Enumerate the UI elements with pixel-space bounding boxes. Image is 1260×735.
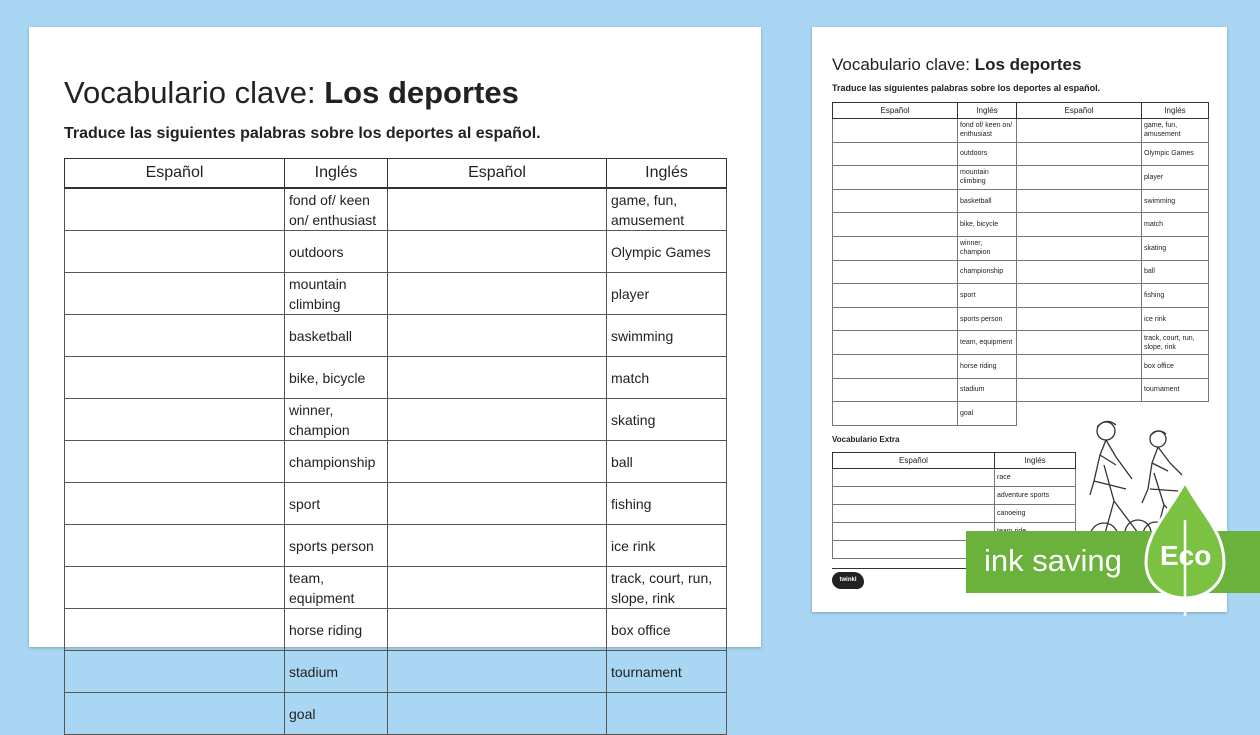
spanish-answer-cell[interactable] <box>65 651 285 693</box>
spanish-answer-cell[interactable] <box>833 284 958 308</box>
spanish-answer-cell[interactable] <box>388 651 607 693</box>
table-row <box>65 273 727 315</box>
header-ingles: Inglés <box>958 103 1017 119</box>
spanish-answer-cell[interactable] <box>65 315 285 357</box>
spanish-answer-cell[interactable] <box>833 402 958 426</box>
table-row <box>833 260 1209 284</box>
english-word-cell: stadium <box>958 378 1017 402</box>
header-espanol: Español <box>388 159 607 189</box>
spanish-answer-cell[interactable] <box>1017 354 1142 378</box>
english-word-cell: player <box>1142 166 1209 190</box>
spanish-answer-cell[interactable] <box>1017 119 1142 143</box>
english-word-cell: tournament <box>607 651 727 693</box>
english-word-cell: ice rink <box>607 525 727 567</box>
spanish-answer-cell[interactable] <box>1017 189 1142 213</box>
table-row <box>833 378 1209 402</box>
spanish-answer-cell[interactable] <box>388 441 607 483</box>
english-word-cell: game, fun, amusement <box>1142 119 1209 143</box>
english-word-cell: skating <box>1142 236 1209 260</box>
english-word-cell: stadium <box>285 651 388 693</box>
empty-cell <box>607 693 727 735</box>
english-word-cell: team, equipment <box>285 567 388 609</box>
english-word-cell: box office <box>607 609 727 651</box>
english-word-cell: player <box>607 273 727 315</box>
table-row <box>833 284 1209 308</box>
spanish-answer-cell[interactable] <box>1017 331 1142 355</box>
spanish-answer-cell[interactable] <box>833 505 995 523</box>
spanish-answer-cell[interactable] <box>65 609 285 651</box>
spanish-answer-cell[interactable] <box>65 567 285 609</box>
table-row <box>833 331 1209 355</box>
spanish-answer-cell[interactable] <box>833 469 995 487</box>
english-word-cell: goal <box>285 693 388 735</box>
table-row <box>65 357 727 399</box>
extra-vocabulary-title: Vocabulario Extra <box>832 435 900 444</box>
spanish-answer-cell[interactable] <box>1017 236 1142 260</box>
table-row <box>833 166 1209 190</box>
table-row <box>833 142 1209 166</box>
spanish-answer-cell[interactable] <box>65 693 285 735</box>
table-row <box>833 189 1209 213</box>
table-row <box>833 505 1076 523</box>
table-row <box>65 609 727 651</box>
spanish-answer-cell[interactable] <box>1017 284 1142 308</box>
header-espanol: Español <box>1017 103 1142 119</box>
spanish-answer-cell[interactable] <box>1017 378 1142 402</box>
spanish-answer-cell[interactable] <box>1017 166 1142 190</box>
spanish-answer-cell[interactable] <box>65 273 285 315</box>
table-row <box>65 441 727 483</box>
english-word-cell: fishing <box>1142 284 1209 308</box>
worksheet-instruction: Traduce las siguientes palabras sobre los deportes al español. <box>64 125 541 142</box>
english-word-cell: sport <box>285 483 388 525</box>
spanish-answer-cell[interactable] <box>388 357 607 399</box>
spanish-answer-cell[interactable] <box>833 236 958 260</box>
worksheet-large <box>29 27 761 722</box>
english-word-cell: bike, bicycle <box>285 357 388 399</box>
table-row <box>833 469 1076 487</box>
table-row <box>833 487 1076 505</box>
spanish-answer-cell[interactable] <box>65 357 285 399</box>
english-word-cell: fond of/ keen on/ enthusiast <box>958 119 1017 143</box>
table-row <box>833 307 1209 331</box>
english-word-cell: championship <box>958 260 1017 284</box>
worksheet-title: Vocabulario clave: Los deportes <box>64 75 519 110</box>
spanish-answer-cell[interactable] <box>65 399 285 441</box>
english-word-cell: sport <box>958 284 1017 308</box>
spanish-answer-cell[interactable] <box>388 483 607 525</box>
header-ingles: Inglés <box>285 159 388 189</box>
spanish-answer-cell[interactable] <box>833 260 958 284</box>
spanish-answer-cell[interactable] <box>388 609 607 651</box>
english-word-cell: mountain climbing <box>285 273 388 315</box>
spanish-answer-cell[interactable] <box>833 307 958 331</box>
table-row <box>65 315 727 357</box>
english-word-cell: swimming <box>1142 189 1209 213</box>
table-row <box>65 399 727 441</box>
table-row <box>833 119 1209 143</box>
spanish-answer-cell[interactable] <box>388 525 607 567</box>
spanish-answer-cell[interactable] <box>388 567 607 609</box>
english-word-cell: sports person <box>285 525 388 567</box>
preview-title: Vocabulario clave: Los deportes <box>832 55 1082 74</box>
spanish-answer-cell[interactable] <box>65 441 285 483</box>
english-word-cell: adventure sports <box>995 487 1076 505</box>
spanish-answer-cell[interactable] <box>1017 142 1142 166</box>
english-word-cell: match <box>607 357 727 399</box>
english-word-cell: outdoors <box>285 231 388 273</box>
table-row <box>65 651 727 693</box>
header-espanol: Español <box>65 159 285 189</box>
english-word-cell: basketball <box>958 189 1017 213</box>
english-word-cell: track, court, run, slope, rink <box>607 567 727 609</box>
table-row <box>65 525 727 567</box>
english-word-cell: skating <box>607 399 727 441</box>
preview-instruction: Traduce las siguientes palabras sobre los deportes al español. <box>832 83 1101 93</box>
table-row <box>65 231 727 273</box>
english-word-cell: canoeing <box>995 505 1076 523</box>
header-ingles: Inglés <box>1142 103 1209 119</box>
spanish-answer-cell[interactable] <box>833 487 995 505</box>
spanish-answer-cell[interactable] <box>388 231 607 273</box>
spanish-answer-cell[interactable] <box>833 331 958 355</box>
english-word-cell: game, fun, amusement <box>607 188 727 231</box>
table-row <box>65 188 727 231</box>
english-word-cell: ball <box>1142 260 1209 284</box>
english-word-cell: bike, bicycle <box>958 213 1017 237</box>
eco-label: Eco <box>1160 540 1212 571</box>
empty-cell <box>388 693 607 735</box>
english-word-cell: Olympic Games <box>607 231 727 273</box>
header-ingles: Inglés <box>607 159 727 189</box>
spanish-answer-cell[interactable] <box>833 213 958 237</box>
spanish-answer-cell[interactable] <box>388 315 607 357</box>
twinkl-logo: twinkl <box>832 572 864 589</box>
table-row <box>833 236 1209 260</box>
header-espanol: Español <box>833 453 995 469</box>
table-header-row <box>65 159 727 189</box>
spanish-answer-cell[interactable] <box>833 189 958 213</box>
english-word-cell: mountain climbing <box>958 166 1017 190</box>
table-row <box>833 213 1209 237</box>
english-word-cell: basketball <box>285 315 388 357</box>
english-word-cell: outdoors <box>958 142 1017 166</box>
english-word-cell: ball <box>607 441 727 483</box>
english-word-cell: race <box>995 469 1076 487</box>
table-row <box>65 483 727 525</box>
english-word-cell: goal <box>958 402 1017 426</box>
table-header-row <box>833 453 1076 469</box>
vocabulary-table <box>64 158 727 735</box>
english-word-cell: Olympic Games <box>1142 142 1209 166</box>
english-word-cell: team, equipment <box>958 331 1017 355</box>
english-word-cell: winner, champion <box>958 236 1017 260</box>
spanish-answer-cell[interactable] <box>1017 260 1142 284</box>
table-header-row <box>833 103 1209 119</box>
spanish-answer-cell[interactable] <box>833 354 958 378</box>
english-word-cell: fond of/ keen on/ enthusiast <box>285 188 388 231</box>
spanish-answer-cell[interactable] <box>833 166 958 190</box>
spanish-answer-cell[interactable] <box>388 188 607 231</box>
english-word-cell: track, court, run, slope, rink <box>1142 331 1209 355</box>
english-word-cell: tournament <box>1142 378 1209 402</box>
table-row <box>65 567 727 609</box>
english-word-cell: horse riding <box>285 609 388 651</box>
english-word-cell: horse riding <box>958 354 1017 378</box>
spanish-answer-cell[interactable] <box>833 378 958 402</box>
spanish-answer-cell[interactable] <box>65 188 285 231</box>
english-word-cell: winner, champion <box>285 399 388 441</box>
english-word-cell: box office <box>1142 354 1209 378</box>
preview-vocabulary-table <box>832 102 1209 426</box>
spanish-answer-cell[interactable] <box>1017 213 1142 237</box>
english-word-cell: championship <box>285 441 388 483</box>
english-word-cell: swimming <box>607 315 727 357</box>
spanish-answer-cell[interactable] <box>833 142 958 166</box>
spanish-answer-cell[interactable] <box>65 483 285 525</box>
spanish-answer-cell[interactable] <box>388 399 607 441</box>
table-row <box>833 354 1209 378</box>
header-ingles: Inglés <box>995 453 1076 469</box>
spanish-answer-cell[interactable] <box>65 231 285 273</box>
ink-saving-label: ink saving <box>984 543 1122 578</box>
spanish-answer-cell[interactable] <box>65 525 285 567</box>
spanish-answer-cell[interactable] <box>833 119 958 143</box>
english-word-cell: fishing <box>607 483 727 525</box>
english-word-cell: ice rink <box>1142 307 1209 331</box>
english-word-cell: sports person <box>958 307 1017 331</box>
spanish-answer-cell[interactable] <box>388 273 607 315</box>
header-espanol: Español <box>833 103 958 119</box>
table-row <box>65 693 727 735</box>
spanish-answer-cell[interactable] <box>1017 307 1142 331</box>
english-word-cell: match <box>1142 213 1209 237</box>
